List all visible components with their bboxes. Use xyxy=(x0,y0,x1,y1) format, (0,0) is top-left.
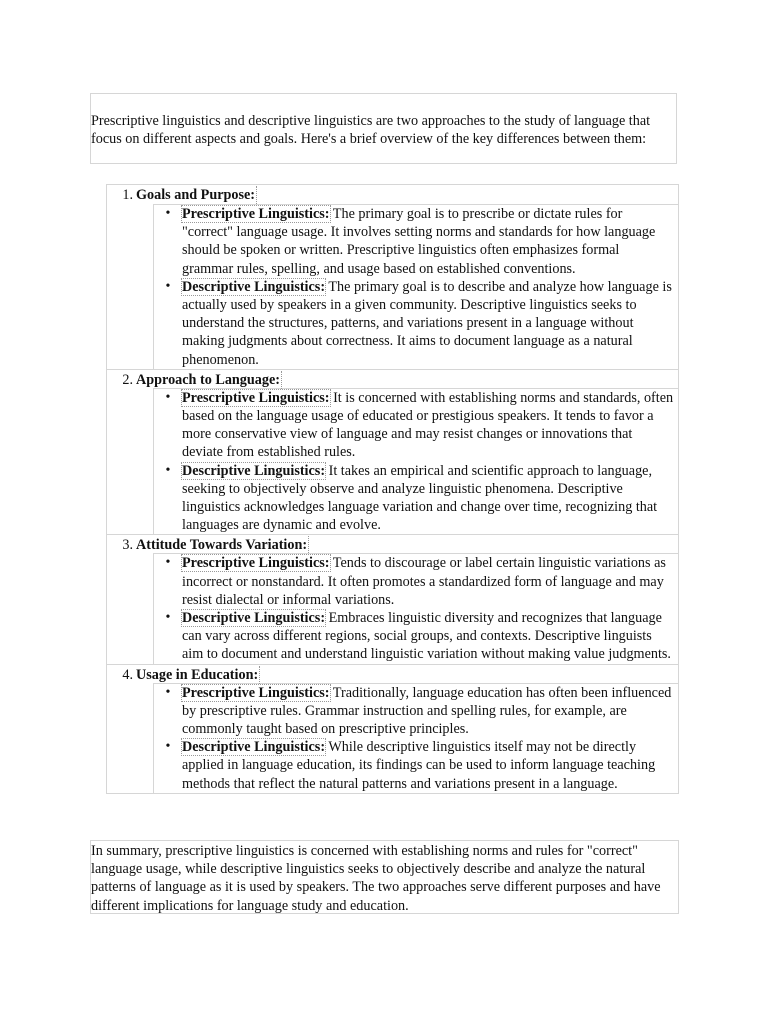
point-body: Embraces linguistic diversity and recognizes that language can vary across different regions, social groups, and contexts. Descriptive linguists aim to document and understand linguistic variation without making value judgments. xyxy=(182,610,671,663)
point-body: While descriptive linguistics itself may not be directly applied in language education, its findings can be used to inform language teaching methods that reflect the natural patterns and variations present in a language. xyxy=(182,739,656,792)
section-number: 2. xyxy=(122,371,133,388)
section-number: 3. xyxy=(122,537,133,554)
list-item-goals xyxy=(107,185,678,369)
list-item xyxy=(154,684,678,739)
point-label: Descriptive Linguistics: xyxy=(182,739,326,756)
bullet-icon: • xyxy=(165,684,171,700)
section-title: Approach to Language: xyxy=(136,371,280,388)
bullet-icon: • xyxy=(165,206,171,221)
point-body: Tends to discourage or label certain linguistic variations as incorrect or nonstandard. It often promotes a standardized form of language and may resist dialectal or informal variations. xyxy=(182,555,666,608)
list-item-approach xyxy=(107,369,678,535)
point-body: It takes an empirical and scientific approach to language, seeking to objectively observe and analyze linguistic phenomena. Descriptive linguistics acknowledges language variation and change over time, recognizing that languages are dynamic and evolve. xyxy=(182,462,658,534)
section-title: Attitude Towards Variation: xyxy=(136,537,308,554)
section-title: Goals and Purpose: xyxy=(136,187,256,203)
list-item xyxy=(154,205,678,278)
bullet-icon: • xyxy=(165,389,171,405)
list-item xyxy=(154,609,678,664)
point-text xyxy=(182,684,678,739)
list-item xyxy=(154,554,678,609)
bullet-icon: • xyxy=(165,610,171,626)
point-body: It is concerned with establishing norms and standards, often based on the language usage of educated or prestigious speakers. It tends to favor a more conservative view of language and may resist changes or innovations that deviate from established rules. xyxy=(182,389,674,461)
point-text xyxy=(182,389,678,462)
section-title: Usage in Education: xyxy=(136,666,259,683)
section-heading xyxy=(107,369,678,388)
point-text xyxy=(182,554,678,609)
bullet-icon: • xyxy=(165,278,171,294)
list-item-education xyxy=(107,664,678,794)
point-body: Traditionally, language education has often been influenced by prescriptive rules. Grammar instruction and spelling rules, for example, are commonly taught based on prescriptive principles. xyxy=(182,684,672,738)
point-text xyxy=(182,738,678,793)
sub-list xyxy=(153,553,678,663)
point-text xyxy=(182,462,678,535)
bullet-icon: • xyxy=(165,555,171,571)
list-item xyxy=(154,462,678,535)
point-text xyxy=(182,205,678,278)
section-heading xyxy=(107,534,678,553)
list-item xyxy=(154,389,678,462)
list-item-variation xyxy=(107,534,678,663)
point-label: Descriptive Linguistics: xyxy=(182,462,326,479)
point-body: The primary goal is to describe and analyze how language is actually used by speakers in a given community. Descriptive linguistics seeks to understand the structures, patterns, and variations present in a language without making judgments about correctness. It aims to document language as a natural phenomenon. xyxy=(182,278,672,368)
point-body: The primary goal is to prescribe or dictate rules for "correct" language usage. It involves setting norms and standards for how language should be spoken or written. Prescriptive linguistics often emphasizes formal grammar rules, spelling, and usage based on established conventions. xyxy=(182,206,656,277)
sub-list xyxy=(153,204,678,369)
section-heading xyxy=(107,664,678,683)
sub-list xyxy=(153,683,678,793)
bullet-icon: • xyxy=(165,462,171,478)
point-label: Prescriptive Linguistics: xyxy=(182,555,330,572)
point-label: Prescriptive Linguistics: xyxy=(182,684,330,701)
summary-paragraph: In summary, prescriptive linguistics is concerned with establishing norms and rules for "correct" language usage, while descriptive linguistics seeks to objectively describe and analyze the natural patterns of language as it is used by speakers. The two approaches serve different purposes and have different implications for language study and education. xyxy=(90,840,679,914)
point-label: Descriptive Linguistics: xyxy=(182,278,326,295)
point-label: Prescriptive Linguistics: xyxy=(182,389,330,406)
point-text xyxy=(182,609,678,664)
section-heading xyxy=(107,185,678,204)
intro-paragraph: Prescriptive linguistics and descriptive linguistics are two approaches to the study of language that focus on different aspects and goals. Here's a brief overview of the key differences between them: xyxy=(90,93,677,164)
section-number: 1. xyxy=(122,187,133,203)
list-item xyxy=(154,738,678,793)
bullet-icon: • xyxy=(165,739,171,755)
point-label: Prescriptive Linguistics: xyxy=(182,206,330,222)
differences-list xyxy=(106,184,679,794)
section-number: 4. xyxy=(122,666,133,683)
sub-list xyxy=(153,388,678,535)
point-text xyxy=(182,278,678,369)
list-item xyxy=(154,278,678,369)
point-label: Descriptive Linguistics: xyxy=(182,610,326,627)
